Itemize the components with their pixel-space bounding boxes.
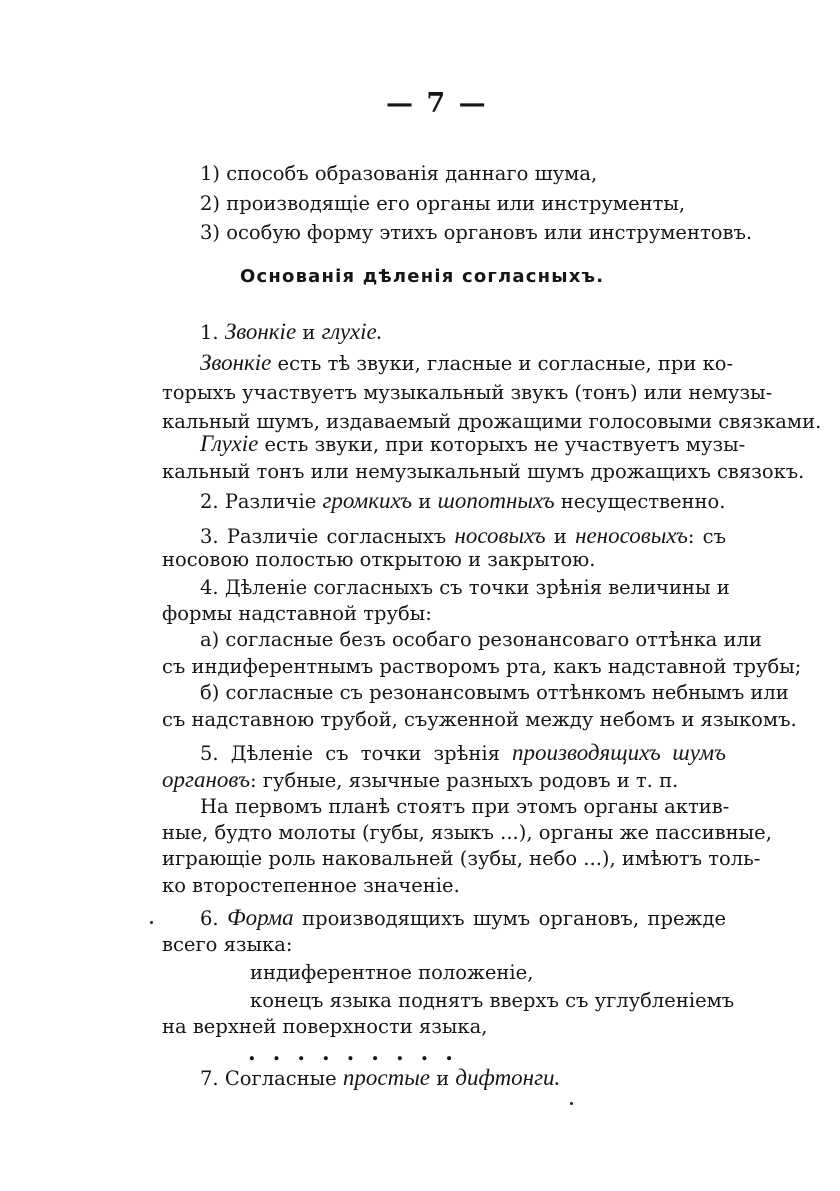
text-run: Дѣленіе съ точки зрѣнія	[230, 742, 500, 765]
paragraph-line: съ индиферентнымъ растворомъ рта, какъ надставной трубы;	[162, 655, 802, 678]
list-item: 2) производящіе его органы или инструменты,	[200, 192, 686, 215]
term-voiceless: Глухіе	[200, 431, 259, 456]
conjunction: и	[436, 1067, 450, 1090]
text-run: : губные, язычные разныхъ родовъ и т. п.	[250, 769, 679, 792]
term-whispered: шопотныхъ	[437, 488, 555, 513]
paragraph-line: торыхъ участвуетъ музыкальный звукъ (тонъ) или немузы-	[162, 381, 773, 404]
section-6-number: 6.	[200, 907, 219, 930]
paragraph-line: б) согласные съ резонансовымъ оттѣнкомъ небнымъ или	[200, 681, 789, 704]
text-run: есть звуки, при которыхъ не участвуетъ музы-	[264, 433, 746, 456]
section-4-number: 4.	[200, 576, 219, 599]
section-3	[200, 524, 726, 549]
term-noise-producing: производящихъ шумъ	[512, 740, 726, 765]
paragraph-line: ные, будто молоты (губы, языкъ ...), органы же пассивные,	[162, 821, 772, 844]
text-run: Различіе	[224, 490, 317, 513]
conjunction: и	[553, 525, 567, 548]
paragraph-line: конецъ языка поднятъ вверхъ съ углубленіемъ	[250, 989, 735, 1012]
section-heading: Основанія дѣленія согласныхъ.	[240, 266, 605, 287]
section-6	[200, 906, 726, 931]
page-number: — 7 —	[386, 88, 488, 119]
paragraph-line: носовою полостью открытою и закрытою.	[162, 548, 596, 571]
conjunction: и	[302, 321, 316, 344]
term-loud: громкихъ	[322, 488, 413, 513]
text-run: : съ	[687, 525, 726, 548]
paragraph-line: всего языка:	[162, 933, 293, 956]
section-2-number: 2.	[200, 490, 219, 513]
text-run: есть тѣ звуки, гласные и согласные, при ко-	[277, 352, 734, 375]
term-nasal: носовыхъ	[454, 523, 546, 548]
conjunction: и	[418, 490, 432, 513]
section-5	[200, 741, 726, 766]
term-simple: простые	[342, 1065, 430, 1090]
paragraph-line: На первомъ планѣ стоятъ при этомъ органы актив-	[200, 795, 730, 818]
ellipsis-dots: .........	[248, 1040, 470, 1066]
paragraph-line	[200, 350, 734, 376]
paragraph-line: съ надставною трубой, съуженной между небомъ и языкомъ.	[162, 708, 797, 731]
term-voiced: Звонкіе	[200, 350, 272, 375]
paragraph-line: играющіе роль наковальней (зубы, небо ...), имѣютъ толь-	[162, 847, 761, 870]
paragraph-line: а) согласные безъ особаго резонансоваго оттѣнка или	[200, 628, 762, 651]
section-5-number: 5.	[200, 742, 219, 765]
term-organs: органовъ	[162, 767, 251, 792]
paragraph-line: кальный шумъ, издаваемый дрожащими голосовыми связками.	[162, 410, 822, 433]
text-run: производящихъ шумъ органовъ, прежде	[302, 907, 727, 930]
term-form: Форма	[227, 905, 294, 930]
section-7-number: 7.	[200, 1067, 219, 1090]
section-1-title	[200, 320, 382, 345]
paragraph-line: формы надставной трубы:	[162, 602, 432, 625]
section-7	[200, 1066, 560, 1091]
paragraph-line: на верхней поверхности языка,	[162, 1015, 488, 1038]
list-item: 1) способъ образованія даннаго шума,	[200, 162, 598, 185]
term-diphthongs: дифтонги.	[455, 1065, 561, 1090]
text-run: Дѣленіе согласныхъ съ точки зрѣнія величины и	[224, 576, 730, 599]
term-voiced: Звонкіе	[224, 319, 297, 344]
ink-speck	[150, 921, 153, 924]
text-run: несущественно.	[560, 490, 726, 513]
section-2	[200, 489, 725, 514]
paragraph-line	[162, 768, 678, 793]
paragraph-line	[200, 431, 746, 457]
section-3-number: 3.	[200, 525, 219, 548]
text-run: Различіе согласныхъ	[226, 525, 447, 548]
section-1-number: 1.	[200, 321, 219, 344]
text-run: Согласные	[224, 1067, 337, 1090]
ink-speck	[570, 1102, 573, 1105]
paragraph-line: кальный тонъ или немузыкальный шумъ дрожащихъ связокъ.	[162, 460, 805, 483]
paragraph-line: ко второстепенное значеніе.	[162, 874, 460, 897]
term-non-nasal: неносовыхъ	[575, 523, 688, 548]
term-voiceless: глухіе.	[321, 319, 383, 344]
paragraph-line: индиферентное положеніе,	[250, 961, 534, 984]
section-4	[200, 576, 730, 600]
list-item: 3) особую форму этихъ органовъ или инструментовъ.	[200, 221, 753, 244]
